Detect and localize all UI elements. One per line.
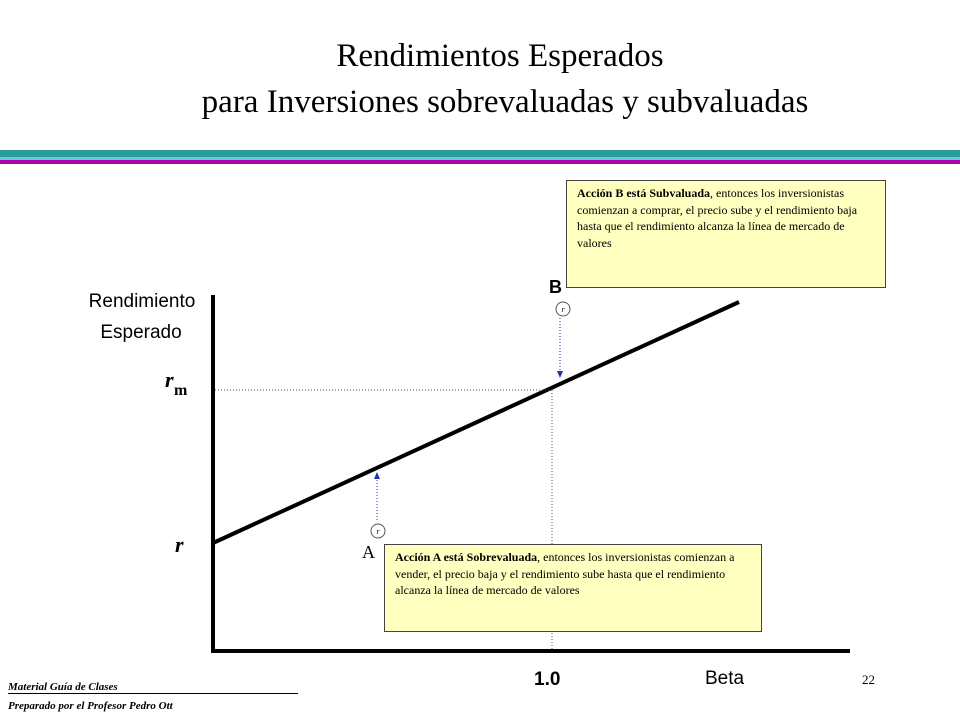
point-a-label: A — [362, 542, 375, 562]
note-a-text: , entonces los inversionistas comienzan a vender, el precio baja y el rendimiento sube hasta que el rendimiento alcanza la línea de mercado de valores — [395, 550, 735, 597]
y-axis-label-line1: Rendimiento — [88, 291, 196, 312]
y-axis-label-line2: Esperado — [100, 322, 182, 343]
x-tick-label: 1.0 — [534, 669, 561, 690]
rm-label: r — [165, 367, 174, 392]
point-b-label: B — [549, 277, 562, 297]
note-a-heading: Acción A está Sobrevaluada — [395, 550, 538, 564]
footer-course-label: Material Guía de Clases — [8, 681, 118, 693]
arrow-b-head — [557, 371, 563, 378]
x-axis-label: Beta — [705, 668, 745, 689]
note-stock-b — [566, 180, 886, 288]
page-number: 22 — [862, 672, 875, 687]
note-b-heading: Acción B está Subvaluada — [577, 186, 711, 200]
note-b-text: , entonces los inversionistas comienzan a comprar, el precio sube y el rendimiento baja hasta que el rendimiento alcanza la línea de mercado de valores — [577, 186, 858, 250]
slide-title-line1: Rendimientos Esperados — [336, 38, 664, 74]
point-a-marker-glyph: r — [376, 527, 380, 536]
rf-label: r — [175, 532, 184, 557]
arrow-a-head — [374, 472, 380, 479]
slide-title-line2: para Inversiones sobrevaluadas y subvaluadas — [201, 84, 809, 120]
rm-label-subscript: m — [174, 382, 188, 399]
note-stock-a — [384, 544, 762, 632]
footer-rule — [8, 693, 298, 694]
security-market-line — [213, 302, 739, 543]
footer-author-label: Preparado por el Profesor Pedro Ott — [8, 700, 173, 712]
point-b-marker-glyph: r — [561, 305, 565, 314]
